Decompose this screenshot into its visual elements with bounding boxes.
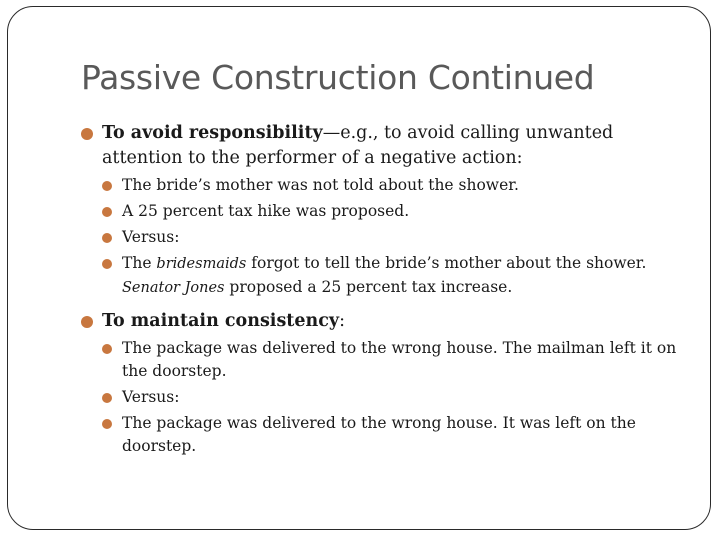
slide-title: Passive Construction Continued <box>81 58 595 97</box>
example-text-mid: forgot to tell the bride’s mother about the shower. <box>246 254 647 272</box>
bullet-dot-icon <box>81 316 93 328</box>
example-italic-subject: bridesmaids <box>156 256 247 272</box>
bullet-heading: To avoid responsibility <box>102 123 323 143</box>
sub-bullet-text: The bride’s mother was not told about the shower. <box>122 176 519 194</box>
bullet-dot-icon <box>102 233 112 243</box>
sub-bullet-text: The package was delivered to the wrong house. The mailman left it on the doorstep. <box>122 339 677 380</box>
sub-bullet-text: Versus: <box>122 388 180 406</box>
example-text-post: proposed a 25 percent tax increase. <box>224 278 513 296</box>
sub-bullet-text: A 25 percent tax hike was proposed. <box>122 202 410 220</box>
sub-bullet <box>78 386 678 409</box>
bullet-text: —e.g., to avoid calling unwanted attention to the performer of a negative action: <box>102 123 614 168</box>
sub-bullet <box>78 337 678 383</box>
sub-bullet-example <box>78 252 678 300</box>
bullet-dot-icon <box>81 128 93 140</box>
example-text-pre: The <box>122 254 157 272</box>
sub-bullet <box>78 200 678 223</box>
bullet-heading: To maintain consistency <box>102 311 340 331</box>
sub-bullet <box>78 412 678 458</box>
bullet-maintain-consistency <box>78 309 678 334</box>
bullet-dot-icon <box>102 181 112 191</box>
sub-bullet <box>78 226 678 249</box>
bullet-dot-icon <box>102 393 112 403</box>
bullet-text: : <box>339 311 345 331</box>
sub-bullet <box>78 174 678 197</box>
bullet-dot-icon <box>102 259 112 269</box>
bullet-avoid-responsibility <box>78 121 678 171</box>
slide-content <box>78 118 678 458</box>
sub-bullet-text: The package was delivered to the wrong house. It was left on the doorstep. <box>122 414 636 455</box>
bullet-dot-icon <box>102 344 112 354</box>
sub-bullet-text: Versus: <box>122 228 180 246</box>
example-italic-subject: Senator Jones <box>122 280 225 296</box>
bullet-dot-icon <box>102 419 112 429</box>
bullet-dot-icon <box>102 207 112 217</box>
